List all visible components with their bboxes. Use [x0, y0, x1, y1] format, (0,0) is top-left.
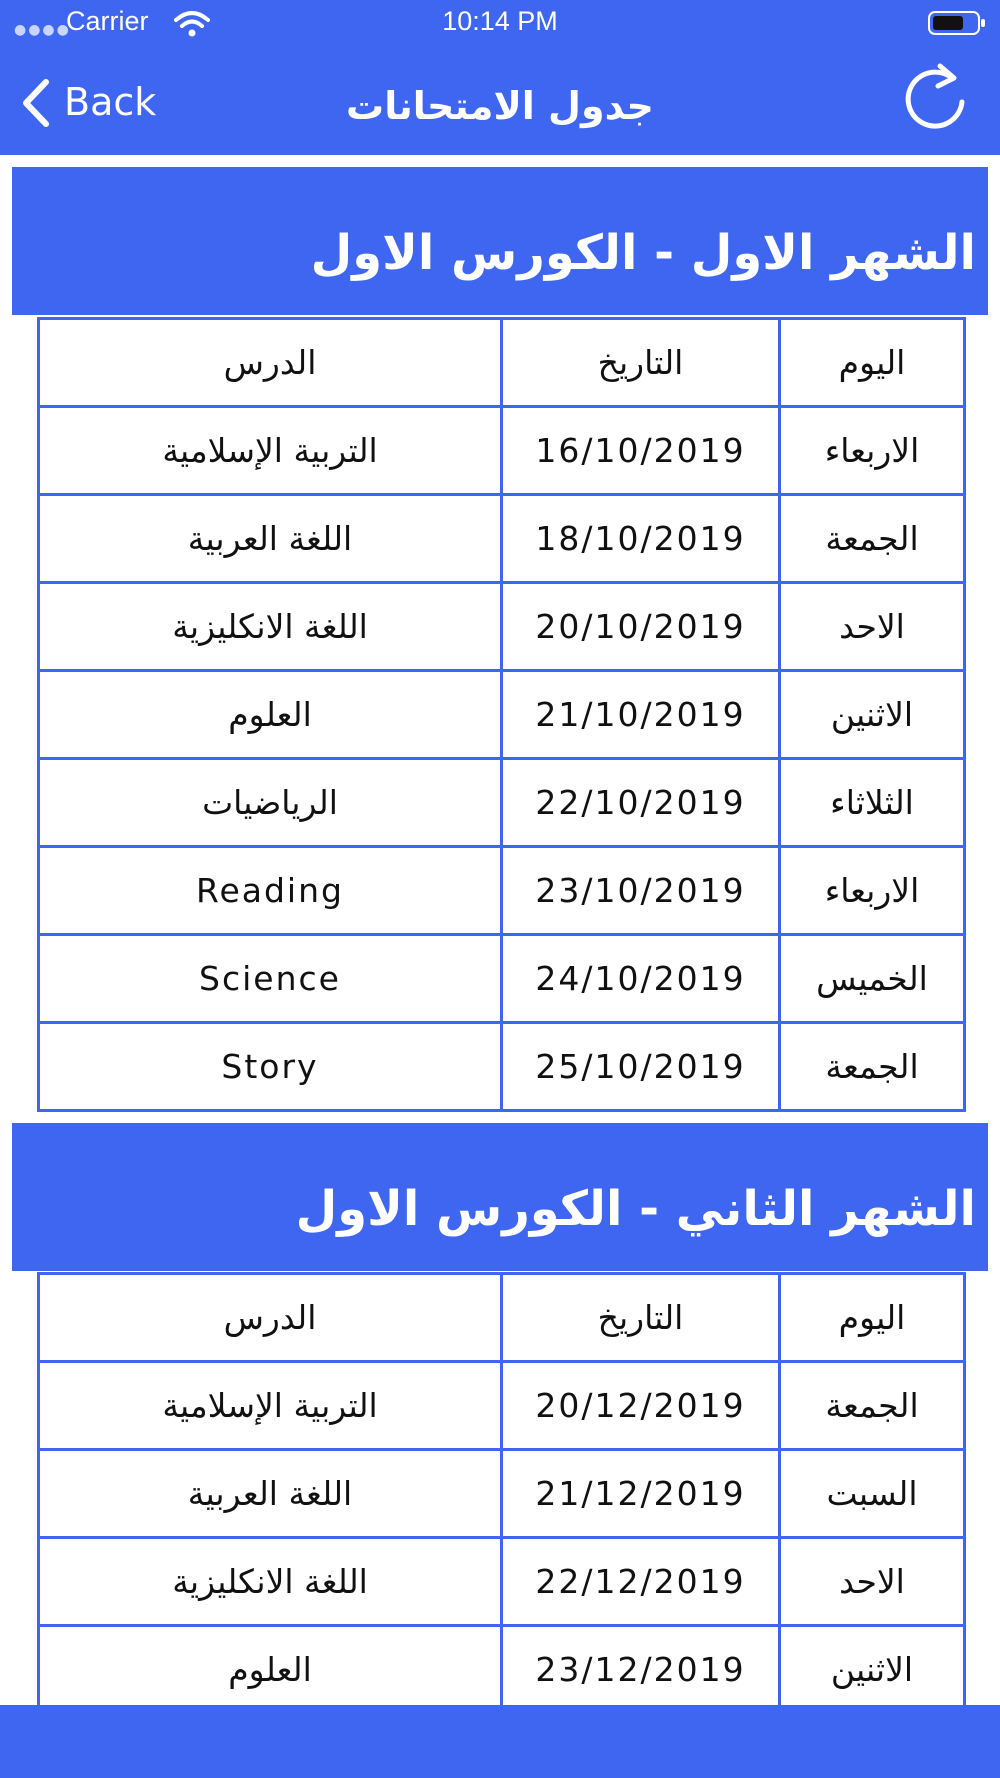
table-row	[39, 759, 965, 847]
cell-subject: التربية الإسلامية	[39, 407, 502, 495]
section-title: الشهر الاول - الكورس الاول	[310, 225, 976, 281]
cell-date: 20/10/2019	[502, 583, 780, 671]
battery-icon	[928, 10, 986, 36]
cell-day: الجمعة	[780, 1023, 965, 1111]
header-date: التاريخ	[502, 319, 780, 407]
top-bar	[0, 0, 1000, 155]
table-row	[39, 1023, 965, 1111]
cell-day: الجمعة	[780, 495, 965, 583]
cell-subject: العلوم	[39, 671, 502, 759]
cell-subject: اللغة الانكليزية	[39, 583, 502, 671]
table-row	[39, 1626, 965, 1706]
refresh-icon[interactable]	[900, 62, 972, 136]
header-subject: الدرس	[39, 1274, 502, 1362]
exam-table	[37, 317, 966, 1112]
cell-subject: Science	[39, 935, 502, 1023]
cell-date: 18/10/2019	[502, 495, 780, 583]
cell-subject: التربية الإسلامية	[39, 1362, 502, 1450]
cell-subject: الرياضيات	[39, 759, 502, 847]
header-day: اليوم	[780, 319, 965, 407]
exam-table	[37, 1272, 966, 1705]
header-date: التاريخ	[502, 1274, 780, 1362]
cell-date: 22/10/2019	[502, 759, 780, 847]
cell-subject: اللغة العربية	[39, 1450, 502, 1538]
table-row	[39, 935, 965, 1023]
cell-day: الاثنين	[780, 1626, 965, 1706]
header-subject: الدرس	[39, 319, 502, 407]
exam-schedule-content[interactable]	[0, 155, 1000, 1705]
table-row	[39, 847, 965, 935]
section-header	[12, 1123, 988, 1271]
cell-date: 20/12/2019	[502, 1362, 780, 1450]
table-header-row	[39, 1274, 965, 1362]
table-row	[39, 671, 965, 759]
cell-subject: Reading	[39, 847, 502, 935]
table-header-row	[39, 319, 965, 407]
cell-subject: العلوم	[39, 1626, 502, 1706]
cell-date: 16/10/2019	[502, 407, 780, 495]
section-title: الشهر الثاني - الكورس الاول	[295, 1181, 976, 1237]
table-row	[39, 1362, 965, 1450]
section-header	[12, 167, 988, 315]
cell-subject: اللغة الانكليزية	[39, 1538, 502, 1626]
bottom-bar	[0, 1705, 1000, 1778]
navigation-bar	[0, 48, 1000, 155]
cell-day: الجمعة	[780, 1362, 965, 1450]
back-label: Back	[64, 80, 157, 124]
carrier-label: Carrier	[66, 6, 149, 36]
cell-date: 24/10/2019	[502, 935, 780, 1023]
table-row	[39, 583, 965, 671]
cell-date: 22/12/2019	[502, 1538, 780, 1626]
cell-day: الاربعاء	[780, 847, 965, 935]
page-title: جدول الامتحانات	[346, 84, 654, 128]
cell-day: الثلاثاء	[780, 759, 965, 847]
header-day: اليوم	[780, 1274, 965, 1362]
signal-icon: ●●●●	[14, 22, 71, 38]
cell-day: الاحد	[780, 583, 965, 671]
cell-date: 23/12/2019	[502, 1626, 780, 1706]
cell-date: 21/12/2019	[502, 1450, 780, 1538]
table-row	[39, 1538, 965, 1626]
cell-day: السبت	[780, 1450, 965, 1538]
cell-date: 21/10/2019	[502, 671, 780, 759]
cell-date: 25/10/2019	[502, 1023, 780, 1111]
cell-day: الاحد	[780, 1538, 965, 1626]
cell-day: الخميس	[780, 935, 965, 1023]
cell-day: الاربعاء	[780, 407, 965, 495]
cell-subject: Story	[39, 1023, 502, 1111]
clock: 10:14 PM	[442, 6, 558, 36]
cell-subject: اللغة العربية	[39, 495, 502, 583]
cell-day: الاثنين	[780, 671, 965, 759]
status-bar	[0, 0, 1000, 48]
table-row	[39, 407, 965, 495]
table-row	[39, 495, 965, 583]
cell-date: 23/10/2019	[502, 847, 780, 935]
table-row	[39, 1450, 965, 1538]
